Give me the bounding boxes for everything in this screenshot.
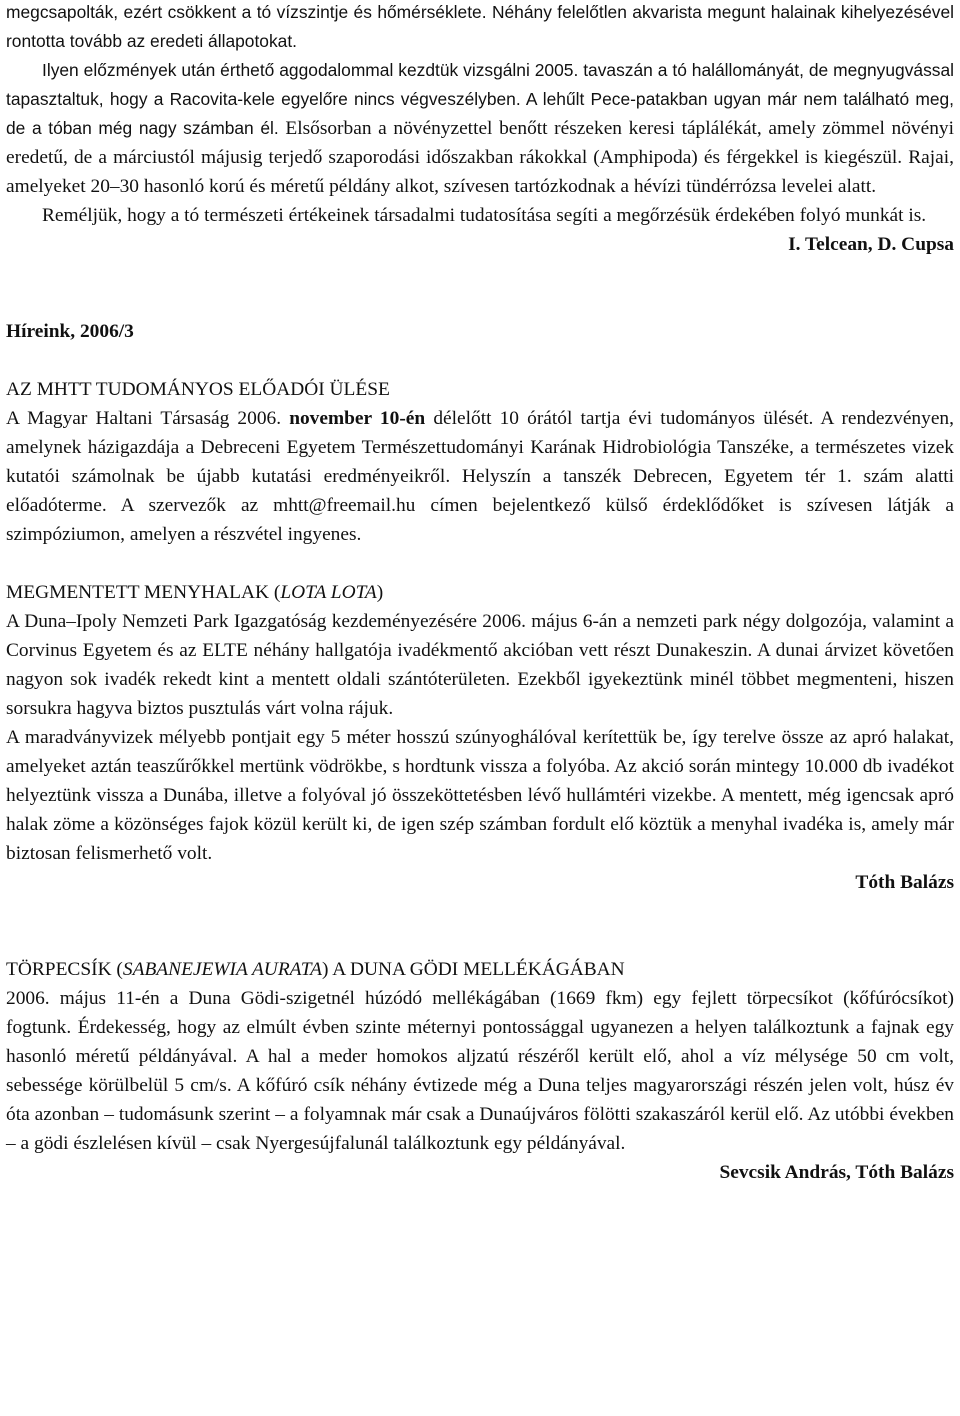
section3-title-a: TÖRPECSÍK ( bbox=[6, 959, 123, 980]
section3-title-species: SABANEJEWIA AURATA bbox=[122, 959, 322, 980]
section1-text-a: A Magyar Haltani Társaság 2006. bbox=[6, 408, 282, 429]
news-heading: Híreink, 2006/3 bbox=[6, 321, 134, 342]
section3-title-b: ) A DUNA GÖDI MELLÉKÁGÁBAN bbox=[321, 959, 625, 980]
section2-signature: Tóth Balázs bbox=[855, 872, 954, 893]
section1-text-b: délelőtt 10 órától tartja évi tudományos ülését. A rendezvényen, amelynek házigazdája a Debreceni Egyetem Természettudományi Karának Hidrobiológia Tanszéke, a természetes vizek kutatói számolnak be újabb kutatási eredményeikről. Helyszín a tanszék Debrecen, Egyetem tér 1. szám alatti előadóterme. A szervezők az mhtt@freemail.hu címen bejelentkező külső érdeklődőket is szívesen látják a szimpóziumon, amelyen a részvétel ingyenes. bbox=[6, 408, 954, 545]
section3-paragraph-1: 2006. május 11-én a Duna Gödi-szigetnél húzódó mellékágában (1669 fkm) egy fejlett törpecsíkot (kőfúrócsíkot) fogtunk. Érdekesség, hogy az elmúlt évben szinte méternyi pontossággal ugyanezen a helyen találkoztunk a fajnak egy hasonló méretű példányával. A hal a meder homokos aljzatú részéről került elő, ahol a víz mélysége 50 cm volt, sebessége körülbelül 5 cm/s. A kőfúró csík néhány évtizede még a Duna teljes magyarországi részén jelen volt, húsz év óta azonban – tudomásunk szerint – a folyamnak már csak a Dunaújváros fölötti szakaszáról kerül elő. Az utóbbi években – a gödi észlelésen kívül – csak Nyergesújfalunál találkoztunk egy példányával. bbox=[6, 988, 954, 1154]
intro-paragraph-2-serif: Elsősorban a növényzettel benőtt részeken keresi táplálékát, amely zömmel növényi eredetű, de a márciustól májusig terjedő szaporodási időszakban rákokkal (Amphipoda) és férgekkel is kiegészül. Rajai, amelyeket 20–30 hasonló korú és méretű példány alkot, szívesen tartózkodnak a hévízi tündérrózsa levelei alatt. bbox=[6, 118, 954, 197]
intro-paragraph-2 bbox=[6, 56, 954, 201]
section2-paragraph-2: A maradványvizek mélyebb pontjait egy 5 méter hosszú szúnyoghálóval kerítettük be, így terelve össze az apró halakat, amelyeket aztán teaszűrőkkel mertünk vödrökbe, s hordtunk vissza a folyóba. Az akció során mintegy 10.000 db ivadékot helyeztünk vissza a Dunába, illetve a folyóval jó összeköttetésben lévő hullámtéri vizekbe. A mentett, még igencsak apró halak zöme a közönséges fajok közül került ki, de igen szép számban fordult elő köztük a menyhal ivadéka is, amely már biztosan felismerhető volt. bbox=[6, 727, 954, 864]
section2-title-species: LOTA LOTA bbox=[280, 582, 377, 603]
section2-paragraph-1: A Duna–Ipoly Nemzeti Park Igazgatóság kezdeményezésére 2006. május 6-án a nemzeti park négy dolgozója, valamint a Corvinus Egyetem és az ELTE néhány hallgatója ivadékmentő akcióban vett részt Dunakeszin. A dunai árvizet követően nagyon sok ivadék rekedt kint a mentett oldali szántóterületen. Ezekből igyekeztünk minél többet megmenteni, hiszen sorsukra hagyva biztos pusztulás várt volna rájuk. bbox=[6, 611, 954, 719]
section3-signature: Sevcsik András, Tóth Balázs bbox=[719, 1162, 954, 1183]
intro-paragraph-3: Reméljük, hogy a tó természeti értékeinek társadalmi tudatosítása segíti a megőrzésük érdekében folyó munkát is. bbox=[42, 205, 927, 226]
section2-title bbox=[6, 578, 954, 607]
section1-paragraph bbox=[6, 404, 954, 549]
document-page bbox=[6, 0, 954, 1187]
intro-signature: I. Telcean, D. Cupsa bbox=[788, 234, 954, 255]
section1-title: AZ MHTT TUDOMÁNYOS ELŐADÓI ÜLÉSE bbox=[6, 379, 390, 400]
section3-title bbox=[6, 955, 954, 984]
section1-date: november 10-én bbox=[289, 408, 426, 429]
section2-title-a: MEGMENTETT MENYHALAK ( bbox=[6, 582, 281, 603]
intro-paragraph-1: megcsapolták, ezért csökkent a tó vízszintje és hőmérséklete. Néhány felelőtlen akvarista megunt halainak kihelyezésével rontotta tovább az eredeti állapotokat. bbox=[6, 2, 954, 51]
intro-paragraph-2-text: Ilyen előzmények után érthető aggodalommal kezdtük vizsgálni 2005. tavaszán a tó halállományát, de megnyugvással tapasztaltuk, hogy a Racovita-kele egyelőre nincs végveszélyben. A lehűlt Pece-patakban ugyan már nem található meg, de a tóban még nagy számban él. bbox=[6, 60, 954, 138]
section2-title-b: ) bbox=[376, 582, 384, 603]
